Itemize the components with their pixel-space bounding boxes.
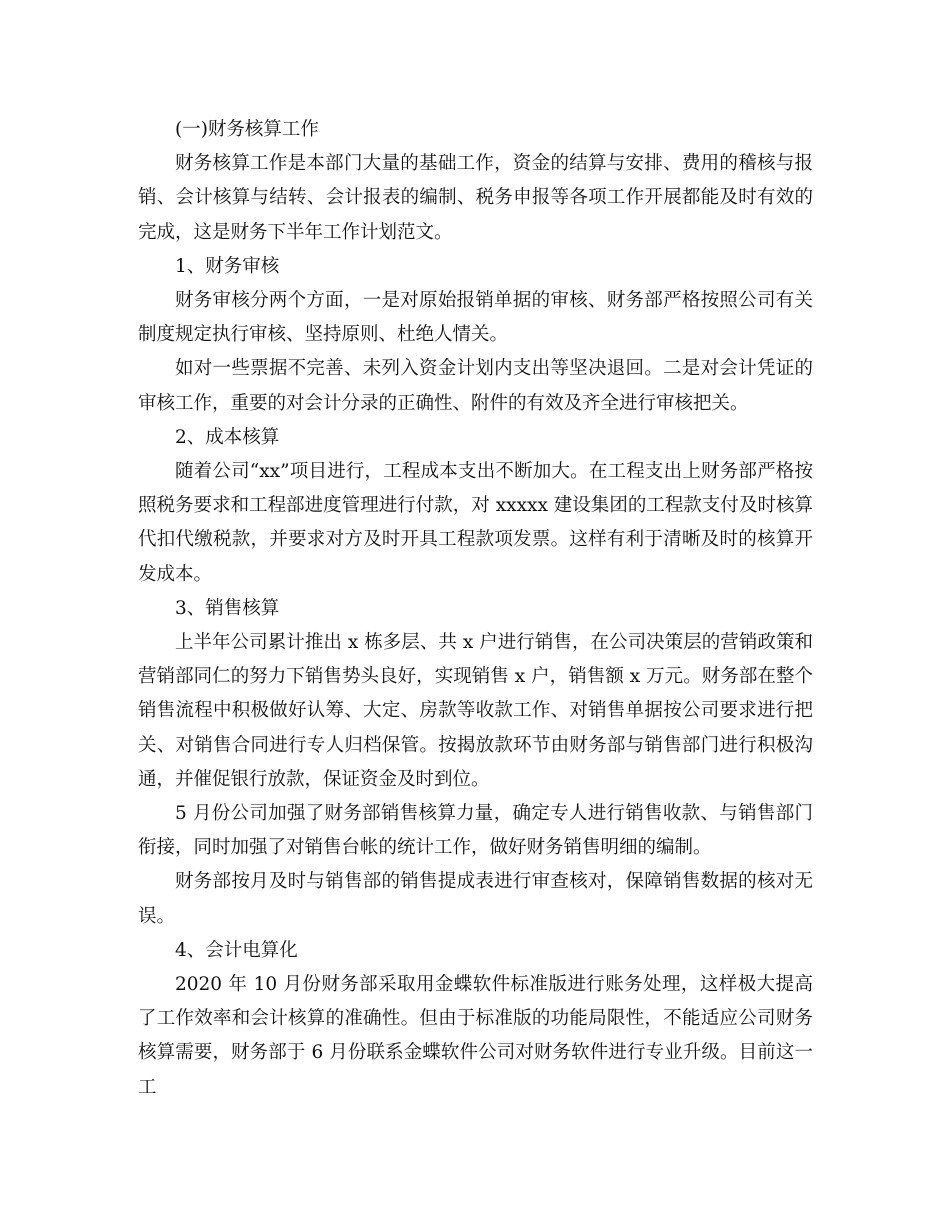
paragraph-accounting-overview: 财务核算工作是本部门大量的基础工作，资金的结算与安排、费用的稽核与报销、会计核算与结转、会计报表的编制、税务申报等各项工作开展都能及时有效的完成，这是财务下半年工作计划范文。 (138, 153, 813, 243)
document-page (138, 113, 813, 1105)
subheading-cost-accounting: 2、成本核算 (175, 426, 280, 448)
paragraph-computerized-accounting: 2020 年 10 月份财务部采取用金蝶软件标准版进行账务处理，这样极大提高了工作效率和会计核算的准确性。但由于标准版的功能局限性，不能适应公司财务核算需要，财务部于 6 月份联系金蝶软件公司对财务软件进行专业升级。目前这一工 (138, 974, 813, 1098)
paragraph-voucher-review: 如对一些票据不完善、未列入资金计划内支出等坚决退回。二是对会计凭证的审核工作，重要的对会计分录的正确性、附件的有效及齐全进行审核把关。 (138, 358, 813, 414)
section-heading-financial-accounting: (一)财务核算工作 (175, 119, 319, 140)
subheading-financial-review: 1、财务审核 (175, 255, 280, 277)
paragraph-review-two-aspects: 财务审核分两个方面，一是对原始报销单据的审核、财务部严格按照公司有关制度规定执行审核、坚持原则、杜绝人情关。 (138, 290, 813, 346)
paragraph-cost-accounting: 随着公司“xx”项目进行，工程成本支出不断加大。在工程支出上财务部严格按照税务要求和工程部进度管理进行付款，对 xxxxx 建设集团的工程款支付及时核算代扣代缴税款，并要求对方及时开具工程款项发票。这样有利于清晰及时的核算开发成本。 (138, 461, 813, 585)
paragraph-sales-summary: 上半年公司累计推出 x 栋多层、共 x 户进行销售，在公司决策层的营销政策和营销部同仁的努力下销售势头良好，实现销售 x 户，销售额 x 万元。财务部在整个销售流程中积极做好认筹、大定、房款等收款工作、对销售单据按公司要求进行把关、对销售合同进行专人归档保管。按揭放款环节由财务部与销售部门进行积极沟通，并催促银行放款，保证资金及时到位。 (138, 632, 813, 790)
subheading-computerized-accounting: 4、会计电算化 (175, 939, 298, 961)
paragraph-sales-commission-check: 财务部按月及时与销售部的销售提成表进行审查核对，保障销售数据的核对无误。 (138, 871, 813, 927)
paragraph-sales-staffing: 5 月份公司加强了财务部销售核算力量，确定专人进行销售收款、与销售部门衔接，同时加强了对销售台帐的统计工作，做好财务销售明细的编制。 (138, 803, 813, 859)
subheading-sales-accounting: 3、销售核算 (175, 597, 280, 619)
